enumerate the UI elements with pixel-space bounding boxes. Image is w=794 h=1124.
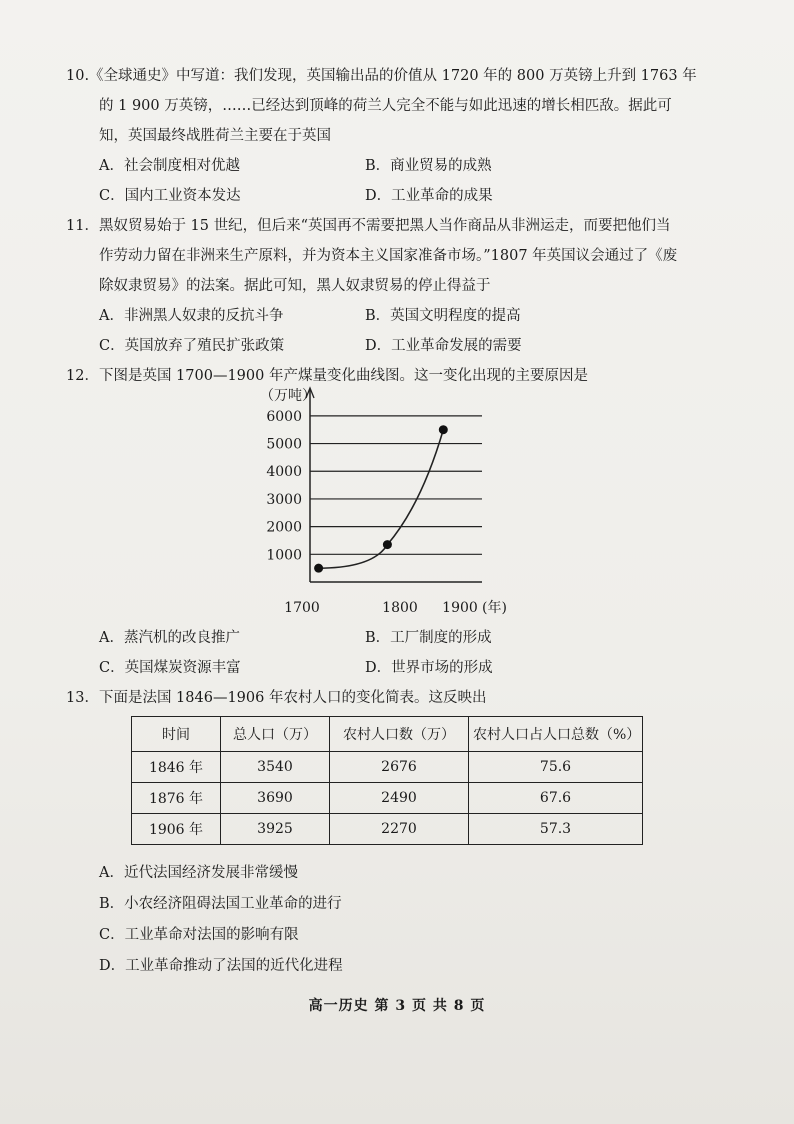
q11-option-c[interactable]: C．英国放弃了殖民扩张政策 <box>99 338 285 354</box>
data-point <box>314 564 323 573</box>
y-axis-label: （万吨） <box>260 388 316 404</box>
coal-output-chart <box>250 382 520 622</box>
cell-total: 3690 <box>221 783 330 814</box>
y-tick-label: 6000 <box>266 408 302 425</box>
q12-stem: 12．下图是英国 1700—1900 年产煤量变化曲线图。这一变化出现的主要原因是 <box>66 368 588 384</box>
table-header-row <box>132 717 643 752</box>
y-tick-label: 5000 <box>266 436 302 453</box>
header-total: 总人口（万） <box>221 717 330 752</box>
header-time: 时间 <box>132 717 221 752</box>
q10-option-c[interactable]: C．国内工业资本发达 <box>99 188 241 204</box>
table-row <box>132 814 643 845</box>
cell-rural: 2270 <box>330 814 469 845</box>
q10-option-d[interactable]: D．工业革命的成果 <box>365 188 493 204</box>
q11-option-b[interactable]: B．英国文明程度的提高 <box>365 308 521 324</box>
q10-line2: 的 1 900 万英镑，……已经达到顶峰的荷兰人完全不能与如此迅速的增长相匹敌。据此可 <box>99 98 672 114</box>
q13-option-d[interactable]: D．工业革命推动了法国的近代化进程 <box>99 958 343 974</box>
q13-option-c[interactable]: C．工业革命对法国的影响有限 <box>99 927 299 943</box>
cell-rural: 2490 <box>330 783 469 814</box>
data-point <box>439 425 448 434</box>
q10-option-a[interactable]: A．社会制度相对优越 <box>99 158 240 174</box>
q12-option-a[interactable]: A．蒸汽机的改良推广 <box>99 630 240 646</box>
x-axis-label: (年) <box>482 600 507 616</box>
q13-stem: 13．下面是法国 1846—1906 年农村人口的变化简表。这反映出 <box>66 690 487 706</box>
data-point <box>383 540 392 549</box>
cell-year: 1876 年 <box>132 783 221 814</box>
q11-option-d[interactable]: D．工业革命发展的需要 <box>365 338 522 354</box>
q12-option-d[interactable]: D．世界市场的形成 <box>365 660 493 676</box>
coal-output-chart-svg <box>250 382 520 622</box>
table-row <box>132 783 643 814</box>
q12-option-b[interactable]: B．工厂制度的形成 <box>365 630 492 646</box>
q13-option-a[interactable]: A．近代法国经济发展非常缓慢 <box>99 865 298 881</box>
x-tick-label: 1800 <box>382 600 418 616</box>
cell-year: 1906 年 <box>132 814 221 845</box>
cell-percent: 57.3 <box>469 814 643 845</box>
cell-total: 3925 <box>221 814 330 845</box>
page-footer: 高一历史 第 3 页 共 8 页 <box>308 998 486 1014</box>
x-tick-label: 1700 <box>284 600 320 616</box>
cell-total: 3540 <box>221 752 330 783</box>
q13-option-b[interactable]: B．小农经济阻碍法国工业革命的进行 <box>99 896 342 912</box>
cell-year: 1846 年 <box>132 752 221 783</box>
table-row <box>132 752 643 783</box>
q11-line3: 除奴隶贸易》的法案。据此可知，黑人奴隶贸易的停止得益于 <box>99 278 491 294</box>
cell-percent: 67.6 <box>469 783 643 814</box>
header-rural: 农村人口数（万） <box>330 717 469 752</box>
x-tick-label: 1900 <box>442 600 478 616</box>
y-tick-label: 4000 <box>266 464 302 481</box>
population-table <box>131 716 643 845</box>
q12-option-c[interactable]: C．英国煤炭资源丰富 <box>99 660 241 676</box>
y-tick-label: 3000 <box>266 491 302 508</box>
header-rural-percent: 农村人口占人口总数（%） <box>469 717 643 752</box>
q10-line3: 知，英国最终战胜荷兰主要在于英国 <box>99 128 331 144</box>
cell-rural: 2676 <box>330 752 469 783</box>
cell-percent: 75.6 <box>469 752 643 783</box>
q11-option-a[interactable]: A．非洲黑人奴隶的反抗斗争 <box>99 308 284 324</box>
q11-line1: 11．黑奴贸易始于 15 世纪，但后来“英国再不需要把黑人当作商品从非洲运走，而要把他们当 <box>66 218 671 234</box>
q10-line1: 10.《全球通史》中写道：我们发现，英国输出品的价值从 1720 年的 800 万英镑上升到 1763 年 <box>66 68 697 84</box>
q10-option-b[interactable]: B．商业贸易的成熟 <box>365 158 492 174</box>
y-tick-label: 2000 <box>266 519 302 536</box>
q11-line2: 作劳动力留在非洲来生产原料，并为资本主义国家准备市场。”1807 年英国议会通过了《废 <box>99 248 678 264</box>
y-tick-label: 1000 <box>266 547 302 564</box>
